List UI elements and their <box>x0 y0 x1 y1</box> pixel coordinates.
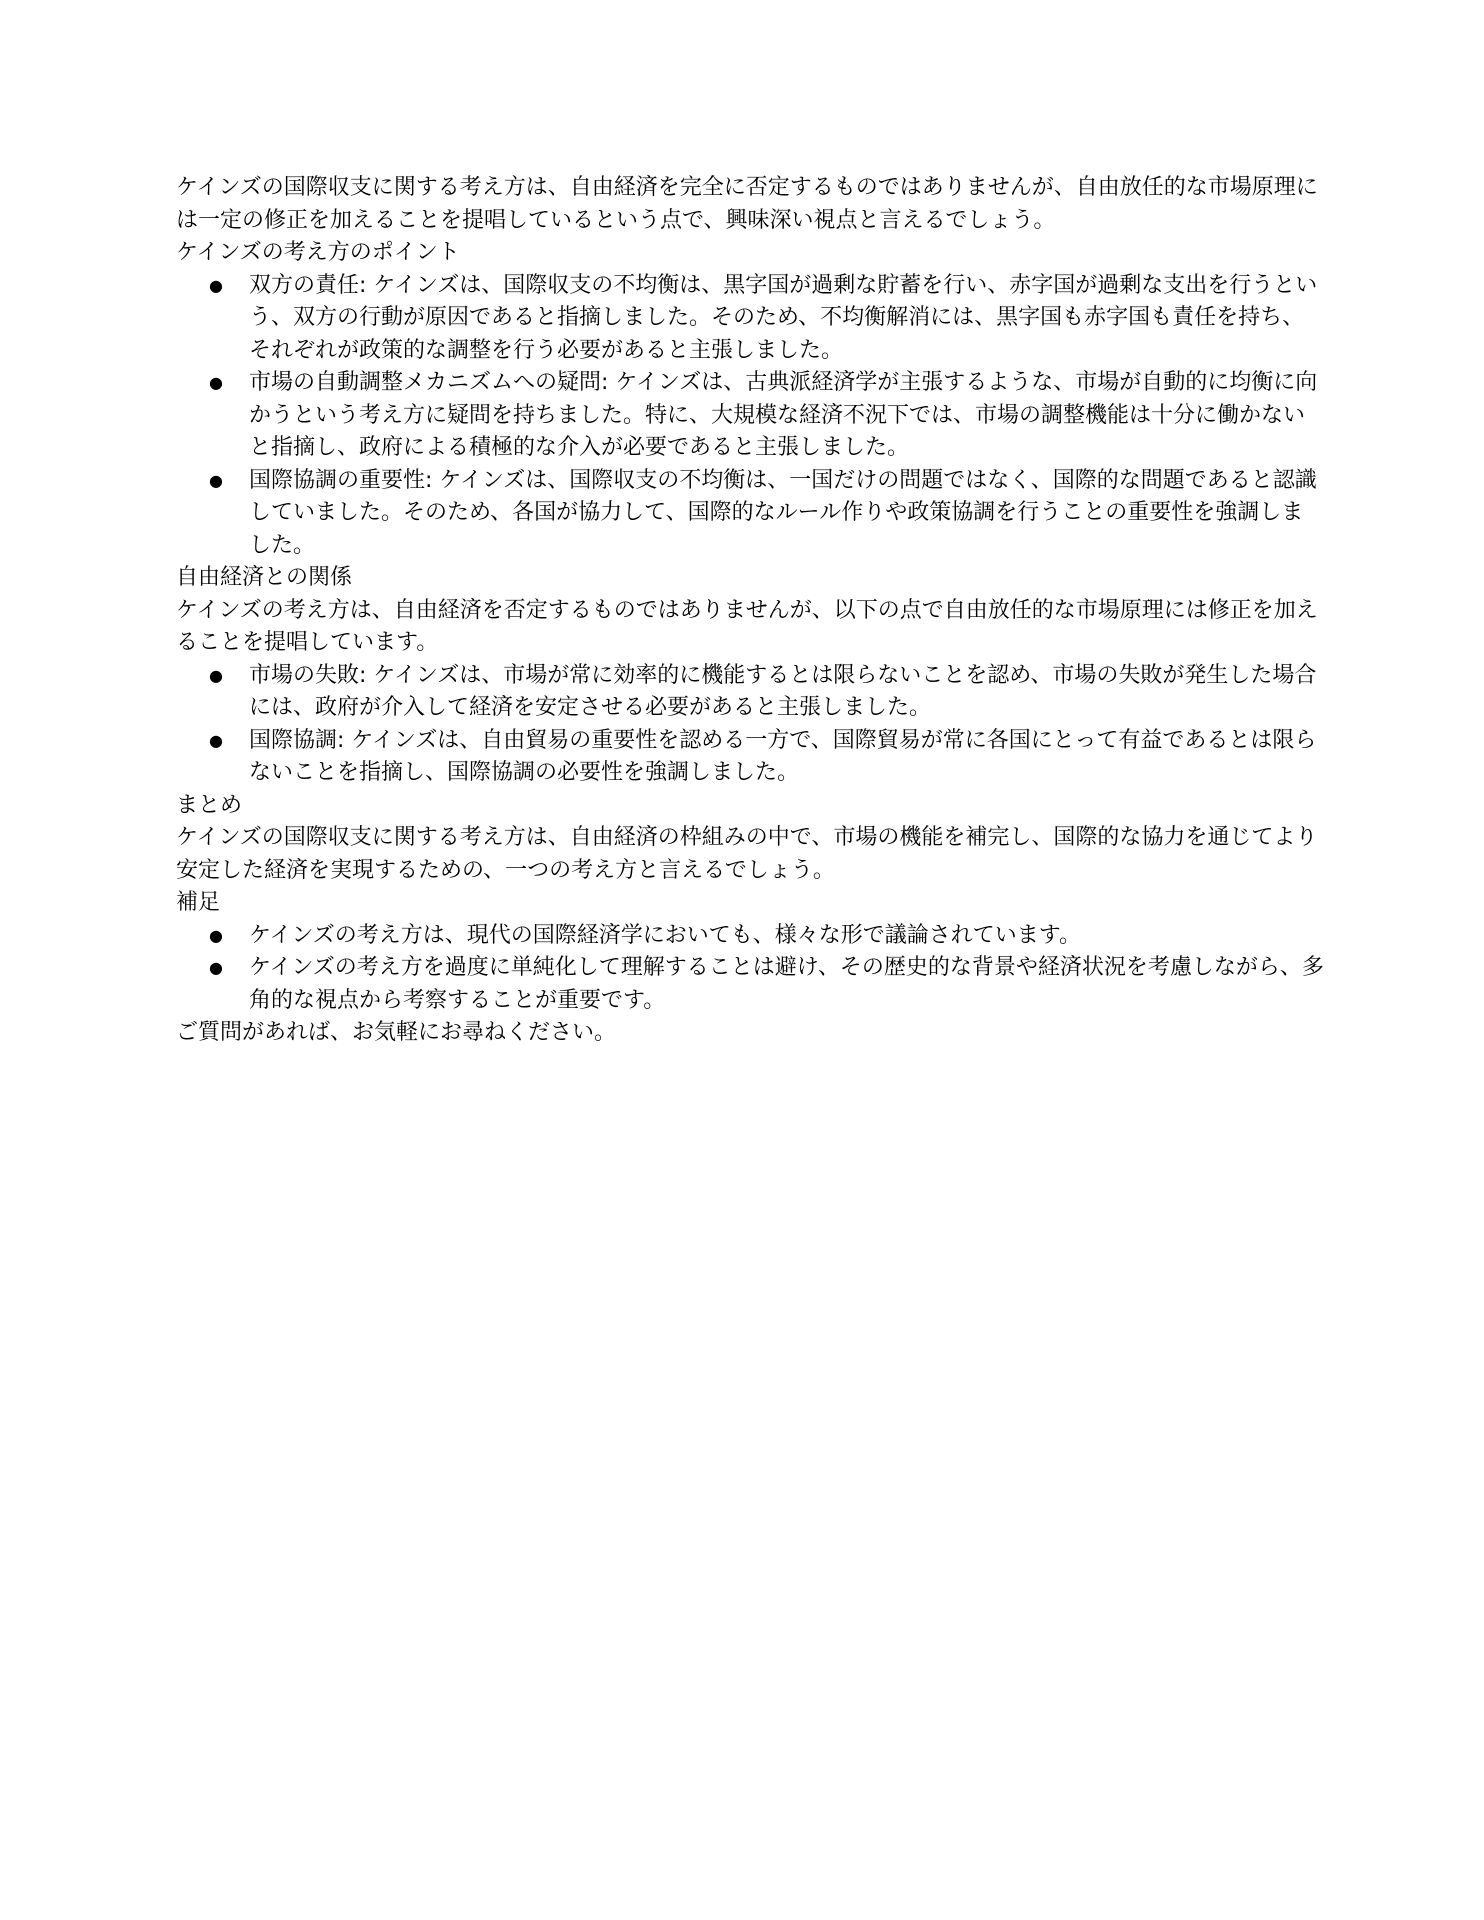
list-item-text: 双方の責任: ケインズは、国際収支の不均衡は、黒字国が過剰な貯蓄を行い、赤字国が過剰な支出を行うという、双方の行動が原因であると指摘しました。そのため、不均衡解消には、黒字国も赤字国も責任を持ち、それぞれが政策的な調整を行う必要があると主張しました。 <box>249 272 1318 363</box>
bullet-icon: ● <box>209 730 223 750</box>
document-page <box>176 172 1324 1050</box>
section-heading-supplement: 補足 <box>176 890 221 915</box>
list-item-text: 市場の自動調整メカニズムへの疑問: ケインズは、古典派経済学が主張するような、市場が自動的に均衡に向かうという考え方に疑問を持ちました。特に、大規模な経済不況下では、市場の調整機能は十分に働かないと指摘し、政府による積極的な介入が必要であると主張しました。 <box>249 370 1318 460</box>
bullet-icon: ● <box>209 925 223 945</box>
list-item <box>176 465 1324 563</box>
bullet-icon: ● <box>209 470 223 490</box>
list-item <box>176 270 1324 368</box>
bullet-icon: ● <box>209 665 223 685</box>
section-heading-summary: まとめ <box>176 792 243 818</box>
relation-paragraph: ケインズの考え方は、自由経済を否定するものではありませんが、以下の点で自由放任的な市場原理には修正を加えることを提唱しています。 <box>176 597 1318 655</box>
section-heading-relation: 自由経済との関係 <box>176 565 353 590</box>
bullet-icon: ● <box>209 275 223 295</box>
list-item <box>176 367 1324 465</box>
closing-paragraph: ご質問があれば、お気軽にお尋ねください。 <box>176 1020 617 1045</box>
bullet-icon: ● <box>209 373 223 392</box>
list-item-text: ケインズの考え方を過度に単純化して理解することは避け、その歴史的な背景や経済状況を考慮しながら、多角的な視点から考察することが重要です。 <box>249 955 1324 1013</box>
bullet-icon: ● <box>209 958 223 977</box>
list-item-text: 国際協調の重要性: ケインズは、国際収支の不均衡は、一国だけの問題ではなく、国際的な問題であると認識していました。そのため、各国が協力して、国際的なルール作りや政策協調を行うことの重要性を強調しました。 <box>249 467 1317 558</box>
relation-list <box>176 660 1324 790</box>
list-item-text: 市場の失敗: ケインズは、市場が常に効率的に機能するとは限らないことを認め、市場の失敗が発生した場合には、政府が介入して経済を安定させる必要があると主張しました。 <box>249 662 1317 720</box>
points-list <box>176 270 1324 563</box>
intro-paragraph: ケインズの国際収支に関する考え方は、自由経済を完全に否定するものではありませんが、自由放任的な市場原理には一定の修正を加えることを提唱しているという点で、興味深い視点と言えるでしょう。 <box>176 175 1318 233</box>
supplement-list <box>176 920 1324 1018</box>
list-item-text: ケインズの考え方は、現代の国際経済学においても、様々な形で議論されています。 <box>249 922 1082 948</box>
list-item <box>176 660 1324 725</box>
summary-paragraph: ケインズの国際収支に関する考え方は、自由経済の枠組みの中で、市場の機能を補完し、国際的な協力を通じてより安定した経済を実現するための、一つの考え方と言えるでしょう。 <box>176 825 1318 883</box>
list-item <box>176 952 1324 1017</box>
list-item <box>176 725 1324 790</box>
section-heading-points: ケインズの考え方のポイント <box>176 240 460 265</box>
list-item <box>176 920 1324 953</box>
list-item-text: 国際協調: ケインズは、自由貿易の重要性を認める一方で、国際貿易が常に各国にとって有益であるとは限らないことを指摘し、国際協調の必要性を強調しました。 <box>249 727 1317 785</box>
